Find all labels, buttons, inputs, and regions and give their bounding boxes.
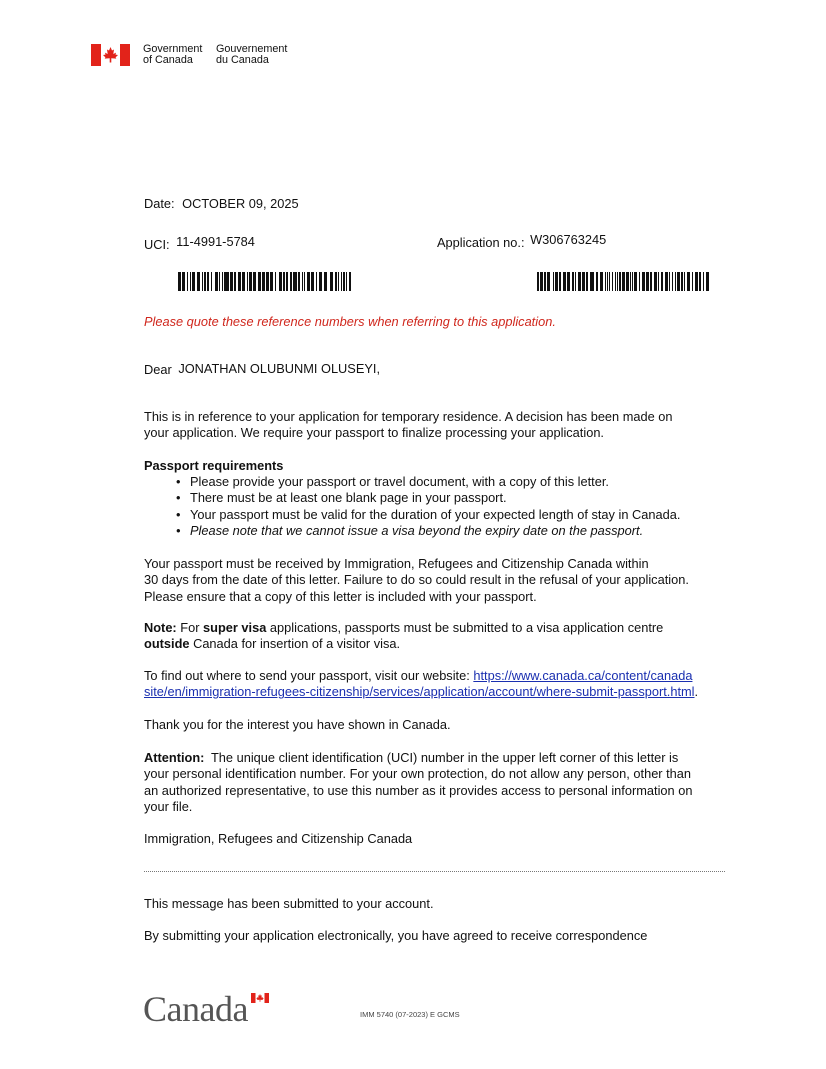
- barcode-bar: [706, 272, 709, 291]
- form-code: IMM 5740 (07-2023) E GCMS: [360, 1010, 460, 1019]
- barcode-bar: [555, 272, 558, 291]
- uci-barcode: [178, 272, 352, 291]
- barcode-bar: [575, 272, 576, 291]
- barcode-bar: [283, 272, 285, 291]
- list-item: • Your passport must be valid for the duration of your expected length of stay in Canada.: [176, 507, 680, 523]
- barcode-bar: [298, 272, 300, 291]
- barcode-bar: [235, 272, 236, 291]
- barcode-bar: [639, 272, 640, 291]
- canada-flag-icon: [91, 44, 130, 66]
- barcode-bar: [202, 272, 203, 291]
- where-submit-passport-link[interactable]: https://www.canada.ca/content/canada: [473, 668, 693, 683]
- barcode-bar: [319, 272, 322, 291]
- barcode-bar: [687, 272, 690, 291]
- barcode-bar: [343, 272, 345, 291]
- salutation-dear: Dear: [144, 362, 172, 377]
- date-label: Date:: [144, 196, 175, 211]
- barcode-bar: [279, 272, 282, 291]
- barcode-bar: [335, 272, 337, 291]
- barcode-bar: [296, 272, 297, 291]
- barcode-bar: [579, 272, 581, 291]
- barcode-bar: [346, 272, 347, 291]
- barcode-bar: [630, 272, 631, 291]
- barcode-bar: [254, 272, 256, 291]
- barcode-bar: [275, 272, 276, 291]
- uci-line: [144, 234, 255, 252]
- barcode-bar: [211, 272, 212, 291]
- application-label: Application no.:: [437, 235, 525, 250]
- applicant-name: JONATHAN OLUBUNMI OLUSEYI,: [178, 361, 381, 376]
- barcode-bar: [247, 272, 248, 291]
- barcode-bar: [263, 272, 265, 291]
- barcode-bar: [238, 272, 241, 291]
- barcode-bar: [560, 272, 561, 291]
- barcode-bar: [662, 272, 663, 291]
- barcode-bar: [302, 272, 303, 291]
- barcode-bar: [547, 272, 550, 291]
- barcode-bar: [205, 272, 206, 291]
- barcode-bar: [605, 272, 606, 291]
- barcode-bar: [330, 272, 333, 291]
- barcode-bar: [567, 272, 570, 291]
- list-item: • There must be at least one blank page in your passport.: [176, 490, 680, 506]
- date-value: OCTOBER 09, 2025: [182, 196, 299, 211]
- barcode-bar: [270, 272, 273, 291]
- gov-name-en: Government of Canada: [143, 43, 203, 67]
- uci-label: UCI:: [144, 237, 170, 252]
- barcode-bar: [230, 272, 233, 291]
- barcode-bar: [267, 272, 269, 291]
- barcode-bar: [632, 272, 633, 291]
- barcode-bar: [612, 272, 613, 291]
- note-paragraph: Note: For super visa applications, passports must be submitted to a visa application centre outside Canada for insertion of a visitor visa.: [144, 620, 664, 652]
- gov-signature: [91, 44, 306, 70]
- deadline-paragraph: Your passport must be received by Immigration, Refugees and Citizenship Canada within 30 days from the date of this letter. Failure to do so could result in the refusal of your application. Please ensure that a copy of this letter is included with your passport.: [144, 556, 689, 604]
- barcode-bar: [338, 272, 339, 291]
- signature: Immigration, Refugees and Citizenship Canada: [144, 831, 413, 846]
- barcode-bar: [596, 272, 598, 291]
- barcode-bar: [609, 272, 610, 291]
- barcode-bar: [341, 272, 342, 291]
- barcode-bar: [316, 272, 317, 291]
- salutation: [144, 361, 380, 376]
- divider: [144, 871, 725, 872]
- barcode-bar: [642, 272, 645, 291]
- barcode-bar: [563, 272, 566, 291]
- barcode-bar: [582, 272, 585, 291]
- barcode-bar: [658, 272, 659, 291]
- barcode-bar: [544, 272, 546, 291]
- barcode-bar: [242, 272, 245, 291]
- barcode-bar: [537, 272, 539, 291]
- application-value: W306763245: [530, 232, 607, 247]
- barcode-bar: [222, 272, 223, 291]
- quote-notice: Please quote these reference numbers when referring to this application.: [144, 314, 556, 329]
- barcode-bar: [197, 272, 200, 291]
- barcode-bar: [349, 272, 351, 291]
- barcode-bar: [620, 272, 621, 291]
- barcode-bar: [615, 272, 616, 291]
- intro-paragraph: This is in reference to your application for temporary residence. A decision has been made on your application. We require your passport to finalize processing your application.: [144, 409, 673, 441]
- barcode-bar: [591, 272, 594, 291]
- barcode-bar: [695, 272, 698, 291]
- maple-leaf-icon: [251, 993, 269, 1003]
- list-item: • Please provide your passport or travel document, with a copy of this letter.: [176, 474, 680, 490]
- application-line: [437, 232, 607, 250]
- barcode-bar: [215, 272, 218, 291]
- barcode-bar: [675, 272, 676, 291]
- barcode-bar: [622, 272, 625, 291]
- barcode-bar: [324, 272, 327, 291]
- barcode-bar: [703, 272, 704, 291]
- barcode-bar: [190, 272, 191, 291]
- barcode-bar: [307, 272, 310, 291]
- submitted-notice: This message has been submitted to your account.: [144, 896, 434, 911]
- uci-value: 11-4991-5784: [176, 234, 255, 249]
- barcode-bar: [227, 272, 229, 291]
- wordmark-text: Canada: [143, 989, 248, 1029]
- barcode-bar: [311, 272, 314, 291]
- barcode-bar: [650, 272, 652, 291]
- barcode-bar: [646, 272, 649, 291]
- barcode-bar: [678, 272, 680, 291]
- barcode-bar: [654, 272, 657, 291]
- barcode-bar: [586, 272, 588, 291]
- barcode-bar: [304, 272, 305, 291]
- where-submit-passport-link-continued[interactable]: site/en/immigration-refugees-citizenship/services/application/account/where-submit-passport.html: [144, 684, 695, 700]
- barcode-bar: [634, 272, 637, 291]
- requirements-list: [176, 474, 680, 539]
- barcode-bar: [187, 272, 188, 291]
- electronic-notice: By submitting your application electronically, you have agreed to receive correspondence: [144, 928, 648, 943]
- barcode-bar: [626, 272, 629, 291]
- barcode-bar: [684, 272, 685, 291]
- barcode-bar: [290, 272, 292, 291]
- barcode-bar: [258, 272, 261, 291]
- barcode-bar: [286, 272, 288, 291]
- attention-label: Attention:: [144, 750, 205, 765]
- attention-paragraph: Attention: The unique client identification (UCI) number in the upper left corner of this letter is your personal identification number. For your own protection, do not allow any person, other than an authorized representative, to use this number as it provides access to personal information on your file.: [144, 750, 693, 814]
- barcode-bar: [553, 272, 554, 291]
- barcode-bar: [692, 272, 693, 291]
- canada-wordmark: [143, 990, 273, 1030]
- requirements-heading: Passport requirements: [144, 458, 284, 473]
- barcode-bar: [249, 272, 252, 291]
- barcode-bar: [182, 272, 185, 291]
- barcode-bar: [219, 272, 220, 291]
- date-line: [144, 196, 299, 211]
- gov-name-fr: Gouvernement du Canada: [216, 43, 288, 67]
- barcode-bar: [540, 272, 543, 291]
- note-label: Note:: [144, 620, 177, 635]
- barcode-bar: [600, 272, 603, 291]
- barcode-bar: [607, 272, 608, 291]
- website-paragraph: To find out where to send your passport, visit our website: https://www.canada.ca/content/canada site/en/immigration-refugees-citizenship/services/application/account/where-submit-passport.html.: [144, 668, 699, 700]
- application-barcode: [537, 272, 710, 291]
- list-item: • Please note that we cannot issue a visa beyond the expiry date on the passport.: [176, 523, 680, 539]
- barcode-bar: [669, 272, 670, 291]
- barcode-bar: [192, 272, 195, 291]
- barcode-bar: [178, 272, 181, 291]
- barcode-bar: [672, 272, 673, 291]
- barcode-bar: [699, 272, 701, 291]
- barcode-bar: [207, 272, 209, 291]
- barcode-bar: [665, 272, 668, 291]
- barcode-bar: [681, 272, 683, 291]
- barcode-bar: [572, 272, 574, 291]
- thanks-paragraph: Thank you for the interest you have shown in Canada.: [144, 717, 451, 732]
- barcode-bar: [617, 272, 618, 291]
